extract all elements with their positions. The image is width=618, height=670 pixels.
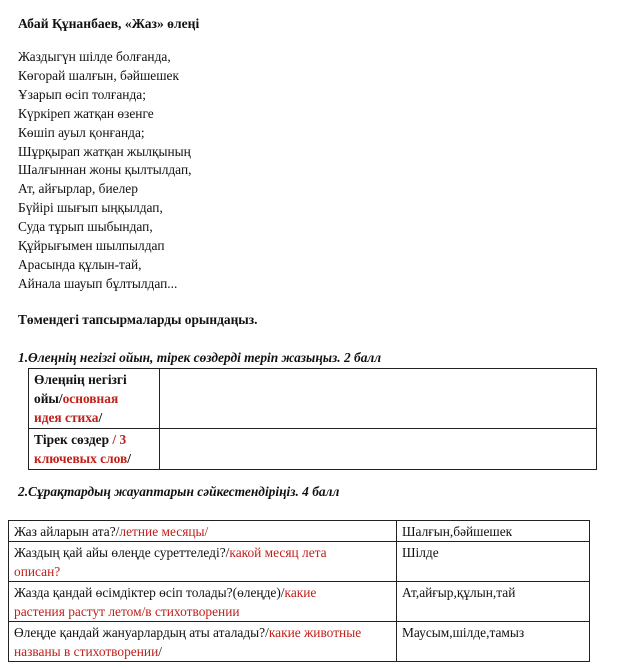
- answer-cell: Шілде: [397, 542, 590, 582]
- question-ru: какой месяц лета: [229, 545, 327, 560]
- task1-heading: 1.Өлеңнің негізгі ойын, тірек сөздерді теріп жазыңыз. 2 балл: [18, 350, 382, 365]
- table-row: [29, 429, 597, 470]
- poem-line: Көшіп ауыл қонғанда;: [18, 124, 145, 140]
- instruction-heading: Төмендегі тапсырмаларды орындаңыз.: [18, 312, 258, 327]
- label-ru: идея стиха: [34, 410, 99, 425]
- main-idea-answer-cell[interactable]: [160, 369, 597, 429]
- label-ru: основная: [62, 391, 119, 406]
- task2-heading: 2.Сұрақтардың жауаптарын сәйкестендіріңіз. 4 балл: [18, 484, 340, 499]
- table-row: [9, 542, 590, 582]
- question-cell: [9, 542, 397, 582]
- label-kz: ойы/: [34, 391, 63, 406]
- label-kz: Тірек сөздер: [34, 432, 113, 447]
- answer-cell: Шалғын,бәйшешек: [397, 521, 590, 542]
- label-ru: / 3: [112, 432, 127, 447]
- task1-table: [28, 368, 597, 470]
- poem-line: Ат, айғырлар, биелер: [18, 181, 138, 197]
- document-title: Абай Құнанбаев, «Жаз» өлеңі: [18, 16, 200, 31]
- poem-line: Суда тұрып шыбындап,: [18, 219, 153, 235]
- keywords-answer-cell[interactable]: [160, 429, 597, 470]
- poem-line: Құйрығымен шылпылдап: [18, 238, 165, 254]
- poem-line: Күркіреп жатқан өзенге: [18, 105, 154, 121]
- label-kz: Өлеңнің негізгі: [34, 372, 127, 387]
- poem-line: Айнала шауып бұлтылдап...: [18, 275, 178, 291]
- poem-line: Шұрқырап жатқан жылқының: [18, 143, 191, 159]
- table-row: [9, 622, 590, 662]
- label-ru: ключевых слов: [34, 451, 128, 466]
- poem-line: Бүйірі шығып ыңқылдап,: [18, 200, 163, 216]
- question-ru: названы в стихотворении: [14, 644, 159, 659]
- question-tail: /: [158, 644, 162, 659]
- question-kz: Жаз айларын ата?/: [14, 524, 120, 539]
- label-tail: /: [98, 410, 103, 425]
- question-kz: Жазда қандай өсімдіктер өсіп толады?(өлеңде)/: [14, 585, 285, 600]
- poem-line: Ұзарып өсіп толғанда;: [18, 86, 146, 102]
- question-cell: [9, 582, 397, 622]
- poem-line: Арасында құлын-тай,: [18, 256, 142, 272]
- keywords-label: [29, 429, 160, 470]
- question-ru: описан?: [14, 564, 61, 579]
- poem-line: Шалғыннан жоны қылтылдап,: [18, 162, 192, 178]
- table-row: [29, 369, 597, 429]
- poem-line: Жаздыгүн шілде болғанда,: [18, 49, 171, 64]
- label-tail: /: [127, 451, 131, 466]
- poem-line: Көгорай шалғын, бәйшешек: [18, 67, 179, 83]
- question-ru: растения растут летом/в стихотворении: [14, 604, 240, 619]
- main-idea-label: [29, 369, 160, 429]
- poem-text: [18, 48, 191, 294]
- table-row: [9, 521, 590, 542]
- question-ru: какие животные: [268, 625, 362, 640]
- table-row: [9, 582, 590, 622]
- question-kz: Өлеңде қандай жануарлардың аты аталады?/: [14, 625, 269, 640]
- question-ru: летние месяцы/: [119, 524, 209, 539]
- task2-table: [8, 520, 590, 662]
- question-kz: Жаздың қай айы өлеңде суреттеледі?/: [14, 545, 230, 560]
- answer-cell: Ат,айғыр,құлын,тай: [397, 582, 590, 622]
- question-cell: [9, 521, 397, 542]
- question-cell: [9, 622, 397, 662]
- question-ru: какие: [284, 585, 317, 600]
- answer-cell: Маусым,шілде,тамыз: [397, 622, 590, 662]
